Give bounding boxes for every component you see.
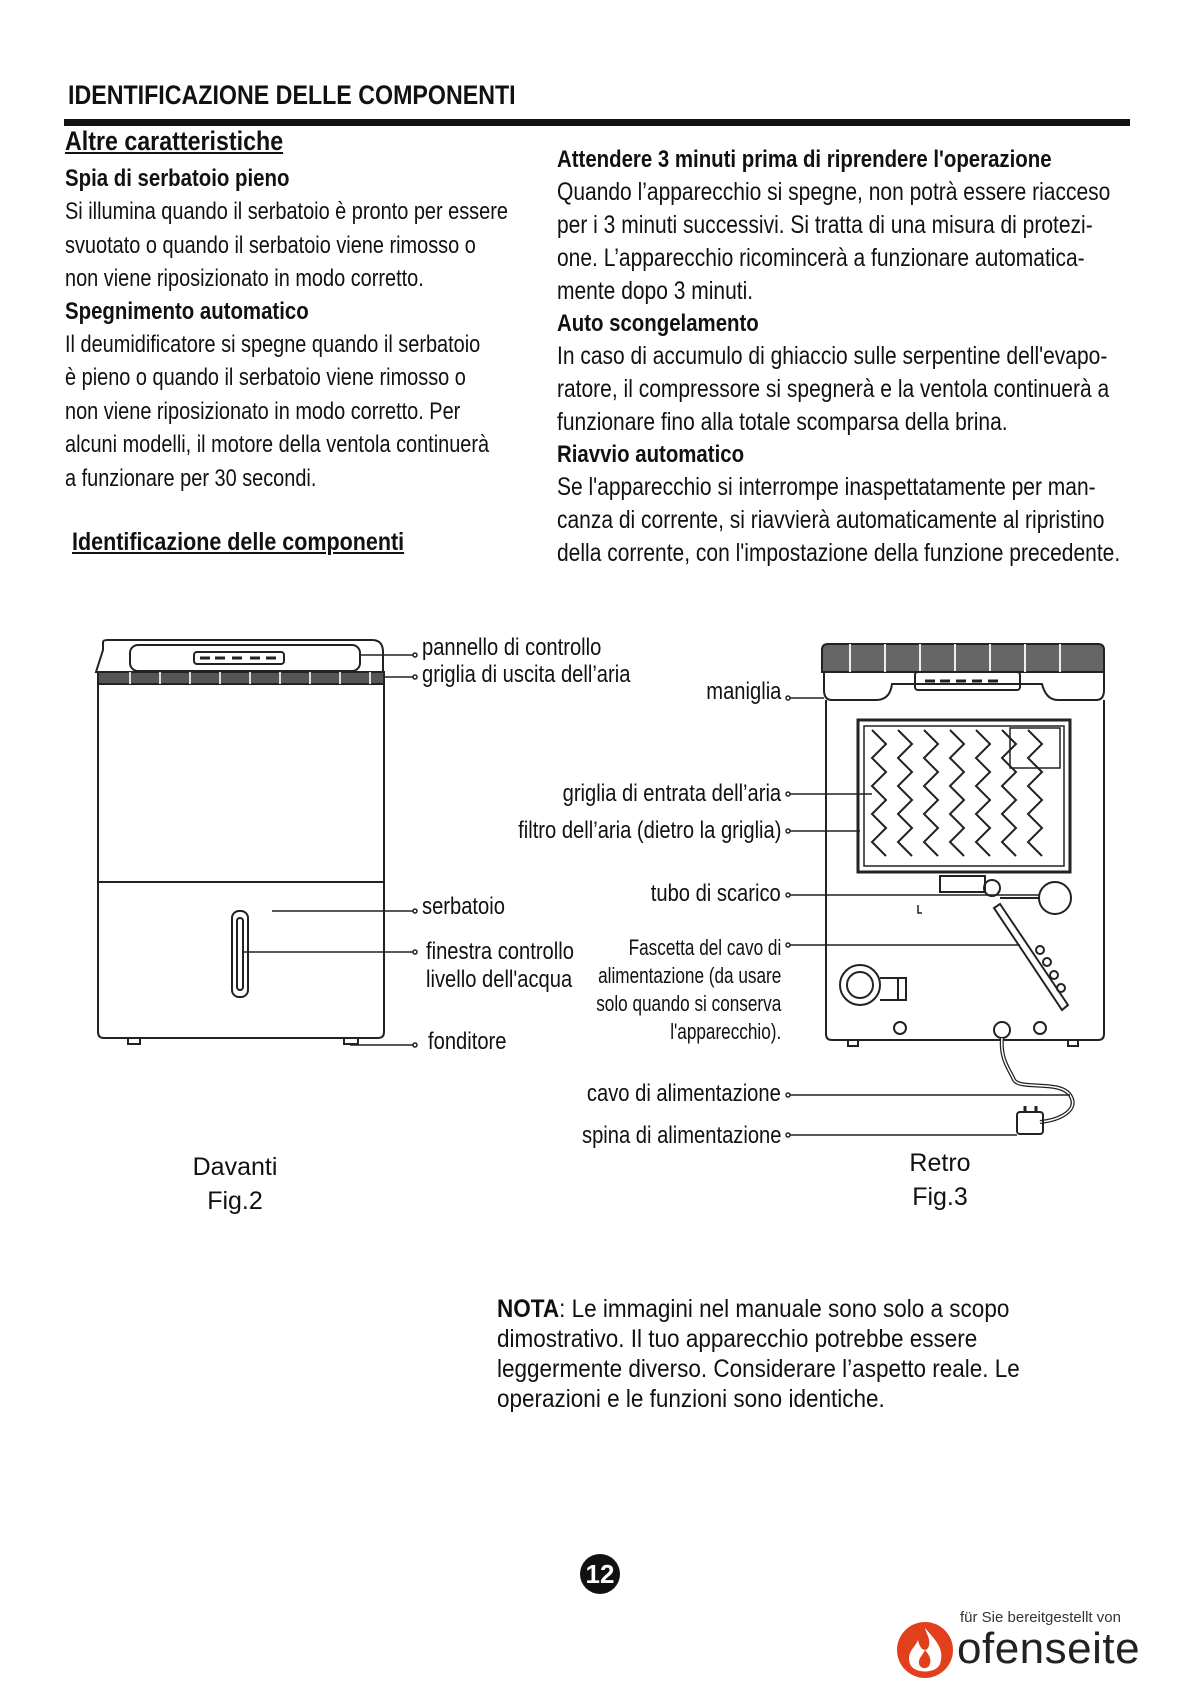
- note-text: operazioni e le funzioni sono identiche.: [497, 1385, 885, 1413]
- label-air-outlet-grille: griglia di uscita dell’aria: [422, 661, 631, 688]
- feature-text-line: a funzionare per 30 secondi.: [65, 464, 317, 492]
- label-drain-hose: tubo di scarico: [651, 880, 781, 907]
- brand-tagline: für Sie bereitgestellt von: [960, 1609, 1121, 1626]
- feature-text-line: per i 3 minuti successivi. Si tratta di una misura di protezi-: [557, 211, 1093, 239]
- front-fig-label: Fig.2: [207, 1187, 263, 1215]
- feature-text-line: Il deumidificatore si spegne quando il serbatoio: [65, 330, 481, 358]
- components-heading: Identificazione delle componenti: [72, 528, 405, 556]
- feature-text-line: non viene riposizionato in modo corretto.: [65, 265, 424, 292]
- feature-heading: Auto scongelamento: [557, 310, 759, 337]
- label-water-level-window: finestra controllo: [426, 938, 574, 965]
- label-water-level-window-2: livello dell'acqua: [426, 966, 573, 993]
- label-water-tank: serbatoio: [422, 893, 505, 920]
- feature-text-line: è pieno o quando il serbatoio viene rimosso o: [65, 364, 466, 391]
- note-text: dimostrativo. Il tuo apparecchio potrebbe essere: [497, 1325, 978, 1353]
- feature-heading: Attendere 3 minuti prima di riprendere l'operazione: [557, 146, 1052, 173]
- brand-name: ofenseite: [957, 1624, 1141, 1673]
- note-text: leggermente diverso. Considerare l’aspetto reale. Le: [497, 1355, 1020, 1383]
- cord-strap-line: l'apparecchio).: [669, 1019, 781, 1044]
- sub-title: Altre caratteristiche: [65, 126, 284, 156]
- cord-strap-line: solo quando si conserva: [595, 991, 781, 1016]
- feature-heading: Spegnimento automatico: [65, 297, 309, 325]
- feature-text-line: funzionare fino alla totale scomparsa della brina.: [557, 408, 1008, 436]
- label-air-filter: filtro dell’aria (dietro la griglia): [517, 817, 781, 844]
- label-base: fonditore: [428, 1028, 507, 1055]
- feature-text-line: alcuni modelli, il motore della ventola continuerà: [65, 431, 490, 458]
- label-handle: maniglia: [705, 678, 781, 705]
- note-label: NOTA: [497, 1295, 560, 1323]
- back-view-label: Retro: [909, 1149, 971, 1177]
- feature-text-line: canza di corrente, si riavvierà automaticamente al ripristino: [557, 506, 1105, 534]
- feature-heading: Riavvio automatico: [557, 441, 745, 468]
- feature-text-line: della corrente, con l'impostazione della funzione precedente.: [557, 539, 1121, 567]
- cord-strap-line: alimentazione (da usare: [597, 963, 781, 988]
- front-view-label: Davanti: [192, 1153, 278, 1181]
- feature-text-line: svuotato o quando il serbatoio viene rimosso o: [65, 231, 476, 259]
- feature-text-line: mente dopo 3 minuti.: [557, 277, 754, 305]
- label-control-panel: pannello di controllo: [422, 634, 602, 661]
- cord-strap-line: Fascetta del cavo di: [628, 935, 781, 960]
- feature-text-line: In caso di accumulo di ghiaccio sulle serpentine dell'evapo-: [557, 342, 1108, 370]
- back-fig-label: Fig.3: [912, 1183, 968, 1211]
- feature-heading: Spia di serbatoio pieno: [65, 165, 290, 192]
- feature-text-line: Quando l’apparecchio si spegne, non potrà essere riacceso: [557, 178, 1111, 206]
- section-title: IDENTIFICAZIONE DELLE COMPONENTI: [68, 80, 516, 110]
- page-number: 12: [580, 1554, 620, 1594]
- note-text: : Le immagini nel manuale sono solo a scopo: [559, 1295, 1010, 1323]
- feature-text-line: Si illumina quando il serbatoio è pronto per essere: [65, 198, 508, 225]
- label-power-cord: cavo di alimentazione: [587, 1080, 781, 1107]
- feature-text-line: non viene riposizionato in modo corretto. Per: [65, 397, 461, 425]
- label-power-plug: spina di alimentazione: [581, 1122, 781, 1149]
- feature-text-line: Se l'apparecchio si interrompe inaspettatamente per man-: [557, 473, 1096, 501]
- label-air-inlet-grille: griglia di entrata dell’aria: [562, 780, 781, 807]
- feature-text-line: ratore, il compressore si spegnerà e la ventola continuerà a: [557, 375, 1110, 403]
- feature-text-line: one. L’apparecchio ricomincerà a funzionare automatica-: [557, 244, 1085, 272]
